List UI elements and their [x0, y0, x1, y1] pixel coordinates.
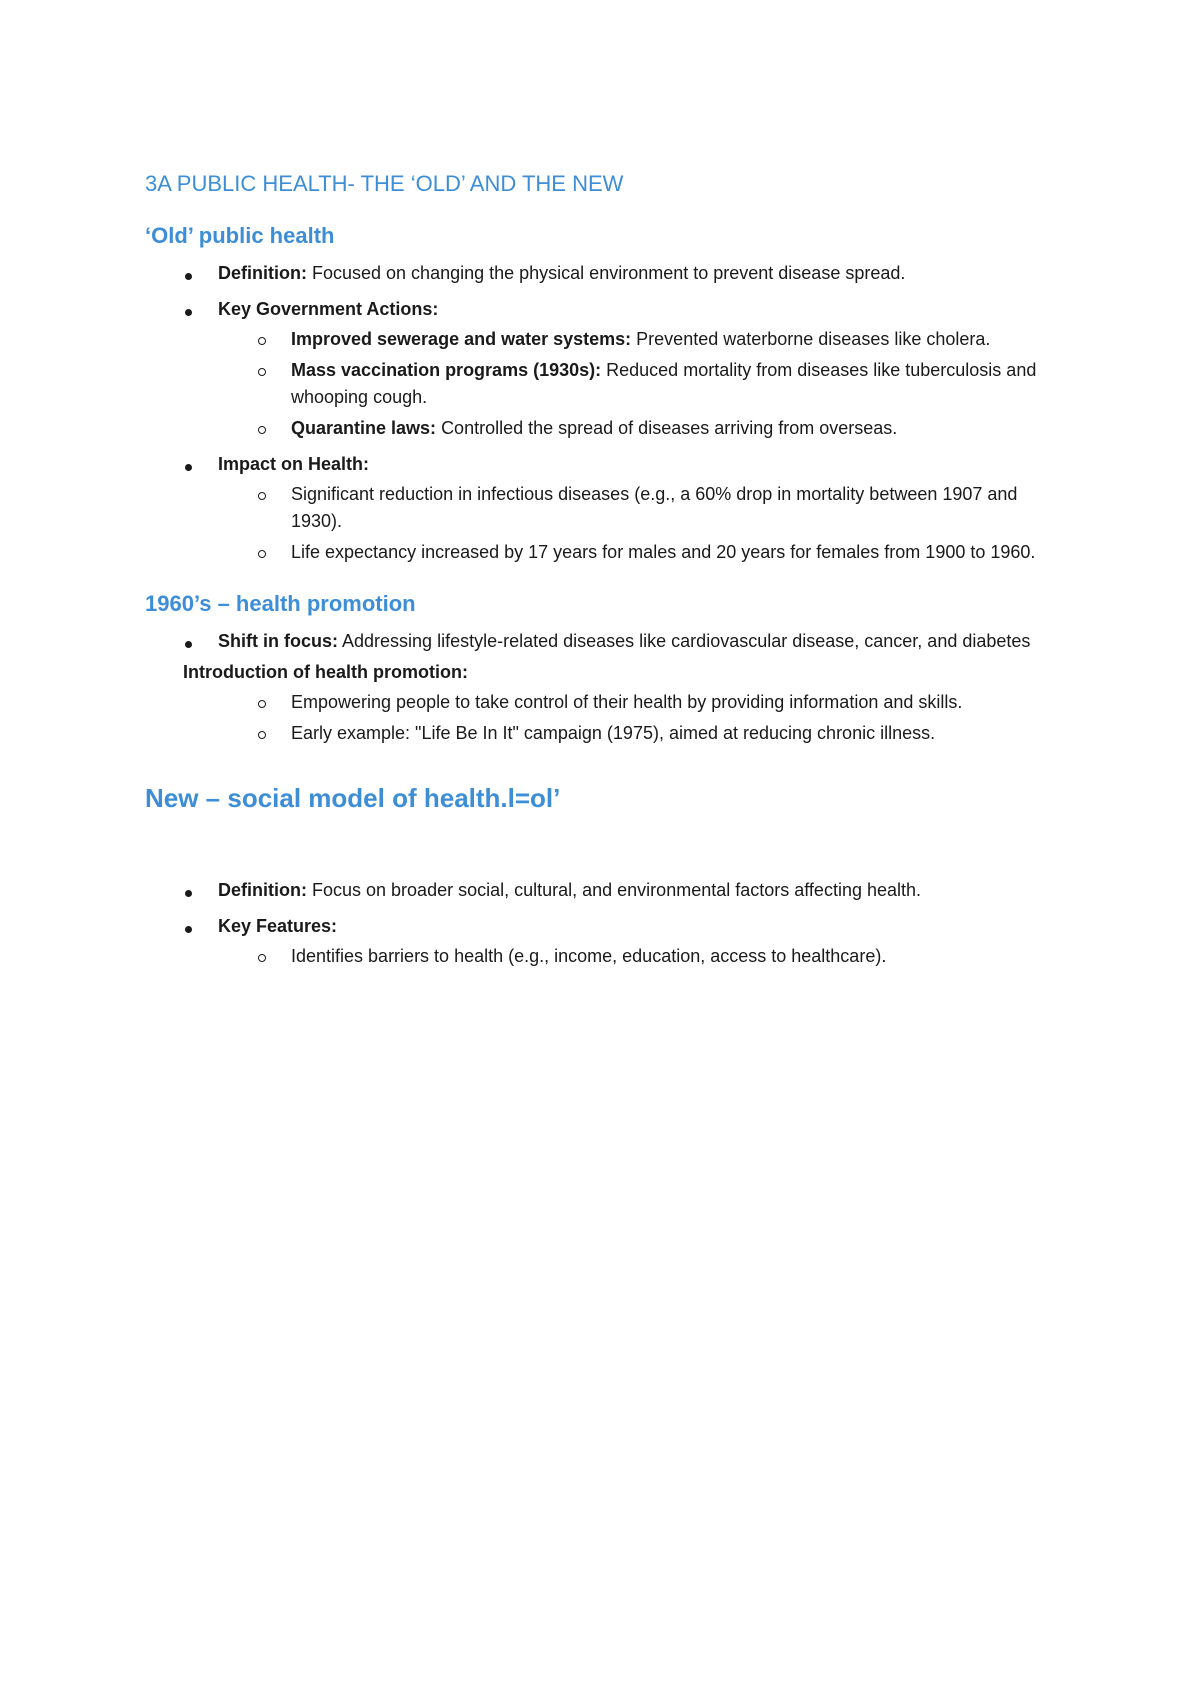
definition-label: Definition: — [218, 263, 307, 283]
sublist-item — [145, 481, 1065, 535]
sublist-item — [145, 689, 1065, 716]
bullet-icon — [185, 464, 192, 471]
actions-sublist — [218, 326, 1065, 442]
list-item-impact-on-health — [145, 451, 1065, 566]
action-text: Prevented waterborne diseases like cholera. — [636, 329, 991, 349]
social-model-list — [145, 877, 1065, 970]
impact-text: Significant reduction in infectious diseases (e.g., a 60% drop in mortality between 1907 and 1930). — [291, 484, 1018, 531]
hollow-bullet-icon — [258, 337, 266, 345]
definition-text: Focused on changing the physical environment to prevent disease spread. — [312, 263, 906, 283]
sublist-item — [145, 943, 1065, 970]
bullet-icon — [185, 890, 192, 897]
action-label: Quarantine laws: — [291, 418, 437, 438]
impact-text: Life expectancy increased by 17 years for males and 20 years for females from 1900 to 1960. — [291, 542, 1036, 562]
spacer — [145, 815, 1065, 877]
sublist-item — [145, 357, 1065, 411]
hollow-bullet-icon — [258, 550, 266, 558]
intro-sublist — [145, 689, 1065, 747]
action-text: Controlled the spread of diseases arriving from overseas. — [441, 418, 898, 438]
bullet-icon — [185, 273, 192, 280]
actions-label: Key Government Actions: — [218, 299, 439, 319]
shift-text: Addressing lifestyle-related diseases like cardiovascular disease, cancer, and diabetes — [342, 631, 1031, 651]
list-item-key-government-actions — [145, 296, 1065, 442]
impact-sublist — [218, 481, 1065, 566]
sublist-item — [145, 415, 1065, 442]
bullet-icon — [185, 926, 192, 933]
hollow-bullet-icon — [258, 954, 266, 962]
intro-text: Empowering people to take control of their health by providing information and skills. — [291, 692, 963, 712]
heading-1960s-health-promotion: 1960’s – health promotion — [145, 591, 416, 616]
definition-text: Focus on broader social, cultural, and environmental factors affecting health. — [312, 880, 922, 900]
old-public-health-list — [145, 260, 1065, 566]
document-page — [145, 168, 1065, 979]
features-sublist — [218, 943, 1065, 970]
list-item-key-features — [145, 913, 1065, 970]
sublist-item — [145, 539, 1065, 566]
impact-label: Impact on Health: — [218, 454, 370, 474]
heading-new-social-model: New – social model of health.l=ol’ — [145, 783, 561, 813]
intro-health-promotion-label: Introduction of health promotion: — [183, 662, 468, 682]
hollow-bullet-icon — [258, 492, 266, 500]
action-text: Reduced mortality from diseases like tuberculosis and whooping cough. — [291, 360, 1037, 407]
list-item-shift-in-focus — [145, 628, 1065, 655]
action-label: Improved sewerage and water systems: — [291, 329, 632, 349]
health-promotion-list — [145, 628, 1065, 655]
bullet-icon — [185, 641, 192, 648]
shift-label: Shift in focus: — [218, 631, 338, 651]
list-item-definition — [145, 260, 1065, 287]
hollow-bullet-icon — [258, 368, 266, 376]
hollow-bullet-icon — [258, 700, 266, 708]
hollow-bullet-icon — [258, 731, 266, 739]
features-label: Key Features: — [218, 916, 338, 936]
heading-old-public-health: ‘Old’ public health — [145, 223, 335, 248]
list-item-definition — [145, 877, 1065, 904]
sublist-item — [145, 720, 1065, 747]
document-title: 3A PUBLIC HEALTH- THE ‘OLD’ AND THE NEW — [145, 171, 624, 196]
feature-text: Identifies barriers to health (e.g., income, education, access to healthcare). — [291, 946, 887, 966]
sublist-item — [145, 326, 1065, 353]
action-label: Mass vaccination programs (1930s): — [291, 360, 602, 380]
definition-label: Definition: — [218, 880, 307, 900]
bullet-icon — [185, 309, 192, 316]
hollow-bullet-icon — [258, 426, 266, 434]
intro-text: Early example: "Life Be In It" campaign (1975), aimed at reducing chronic illness. — [291, 723, 936, 743]
